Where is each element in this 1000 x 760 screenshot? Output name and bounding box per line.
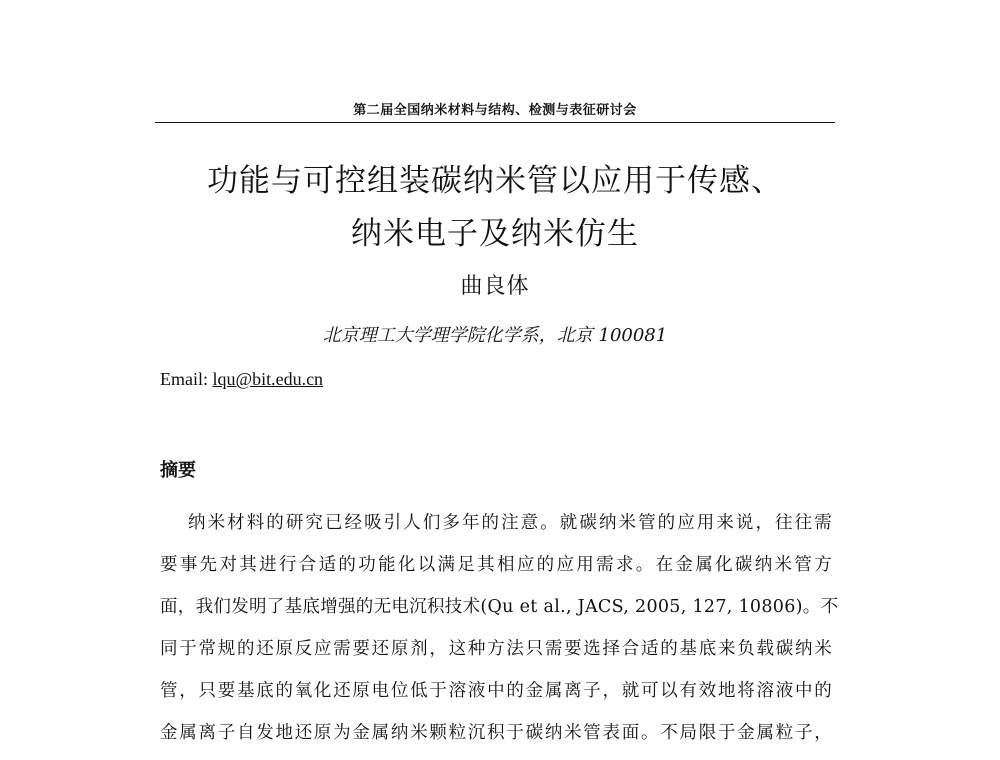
abstract-heading: 摘要 [160, 460, 196, 481]
running-header: 第二届全国纳米材料与结构、检测与表征研讨会 [353, 103, 637, 118]
abstract-line: 同于常规的还原反应需要还原剂，这种方法只需要选择合适的基底来负载碳纳米 [160, 639, 832, 659]
author-affiliation: 北京理工大学理学院化学系，北京 100081 [322, 325, 668, 346]
email-line [160, 366, 323, 392]
abstract-line: 金属离子自发地还原为金属纳米颗粒沉积于碳纳米管表面。不局限于金属粒子， [160, 723, 832, 743]
abstract-line: 要事先对其进行合适的功能化以满足其相应的应用需求。在金属化碳纳米管方 [160, 555, 832, 575]
email-label: Email: [160, 369, 213, 389]
author-name: 曲良体 [460, 274, 530, 299]
abstract-line: 纳米材料的研究已经吸引人们多年的注意。就碳纳米管的应用来说，往往需 [188, 513, 832, 533]
abstract-line: 管，只要基底的氧化还原电位低于溶液中的金属离子，就可以有效地将溶液中的 [160, 681, 832, 701]
email-link[interactable]: lqu@bit.edu.cn [212, 369, 324, 389]
abstract-line: 面，我们发明了基底增强的无电沉积技术(Qu et al., JACS, 2005, 127, 10806)。不 [160, 597, 839, 617]
paper-title-line-1: 功能与可控组装碳纳米管以应用于传感、 [207, 163, 783, 199]
header-rule [155, 122, 835, 123]
paper-title-line-2: 纳米电子及纳米仿生 [351, 216, 639, 252]
